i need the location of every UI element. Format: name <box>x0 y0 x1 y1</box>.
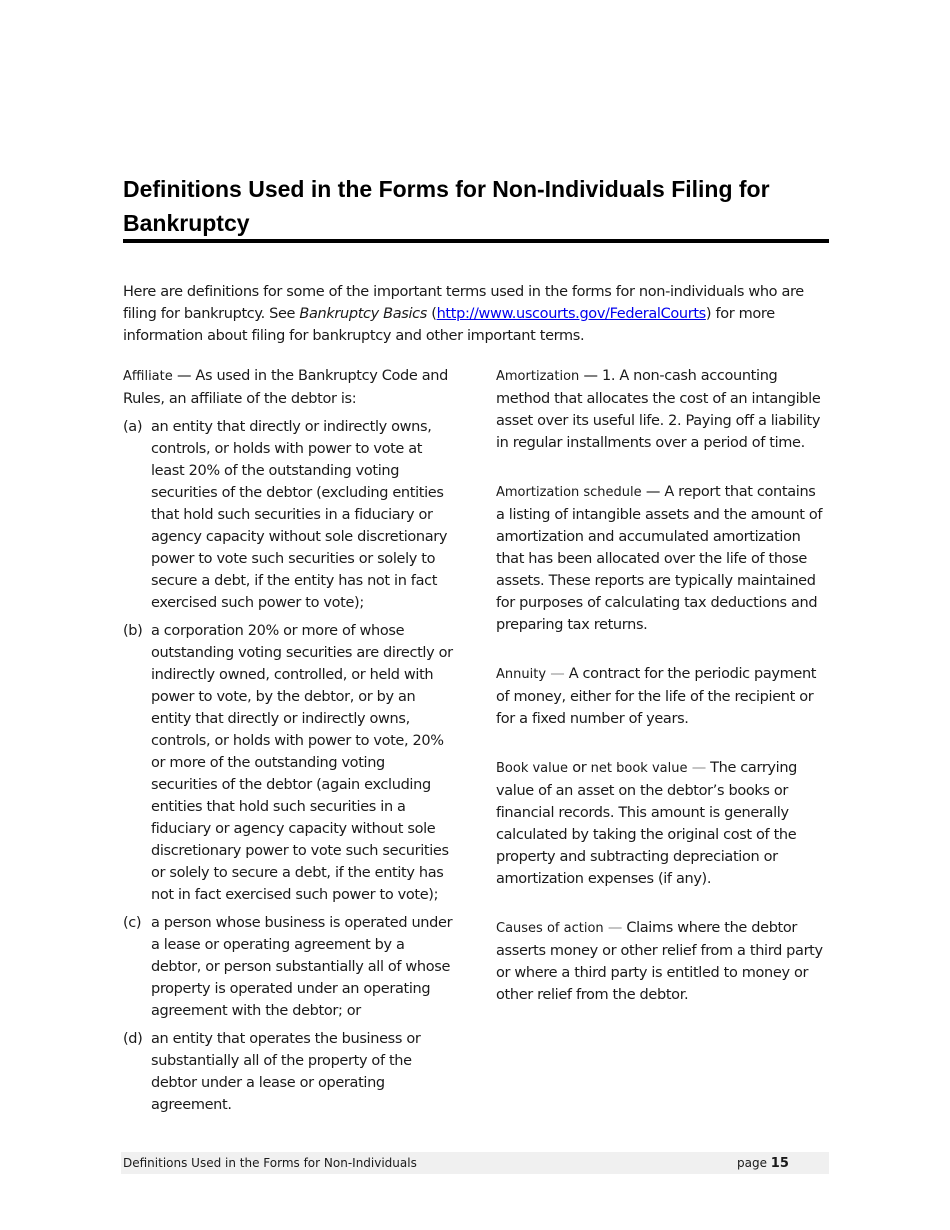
affiliate-definition <box>123 365 453 410</box>
definition-dash: — <box>687 760 711 776</box>
title-rule <box>123 239 829 243</box>
page-title: Definitions Used in the Forms for Non-Individuals Filing for Bankruptcy <box>123 176 770 236</box>
left-column <box>123 365 453 1122</box>
list-item-text: a corporation 20% or more of whose outstanding voting securities are directly or indirectly owned, controlled, or held with power to vote, by the debtor, or by an entity that directly or indirectly owns, controls, or holds with power to vote, 20% or more of the outstanding voting securities of the debtor (again excluding entities that hold such securities in a fiduciary or agency capacity without sole discretionary power to vote such securities or solely to secure a debt, if the entity has not in fact exercised such power to vote); <box>151 623 453 903</box>
list-item-text: an entity that operates the business or substantially all of the property of the debtor under a lease or operating agreement. <box>151 1031 421 1113</box>
intro-paragraph <box>123 281 823 347</box>
definition-amortization <box>496 365 826 454</box>
footer-title: Definitions Used in the Forms for Non-Individuals <box>123 1156 417 1170</box>
page-number: 15 <box>770 1156 789 1171</box>
page-label: page <box>737 1156 771 1170</box>
definition-causes-of-action <box>496 917 826 1006</box>
definition-dash: — <box>603 920 627 936</box>
list-item <box>123 912 453 1022</box>
affiliate-term: Affiliate <box>123 369 173 384</box>
definition-book-value <box>496 757 826 890</box>
list-item-text: a person whose business is operated under a lease or operating agreement by a debtor, or person substantially all of whose property is operated under an operating agreement with the debtor; or <box>151 915 453 1019</box>
intro-text-after: ) for more information about filing for bankruptcy and other important terms. <box>123 306 775 344</box>
list-item-label: (d) <box>123 1031 143 1047</box>
definition-text: A report that contains a listing of intangible assets and the amount of amortization and accumulated amortization that has been allocated over the life of those assets. These reports are typically maintained for purposes of calculating tax deductions and preparing tax returns. <box>496 484 823 633</box>
affiliate-list <box>123 416 453 1116</box>
definition-text: Claims where the debtor asserts money or other relief from a third party or where a third party is entitled to money or other relief from the debtor. <box>496 920 823 1003</box>
definition-term: Amortization schedule <box>496 485 642 500</box>
definition-dash: — <box>641 484 665 500</box>
definition-term-alt: net book value <box>590 761 688 776</box>
list-item-label: (b) <box>123 623 143 639</box>
right-column <box>496 365 826 1033</box>
list-item <box>123 620 453 906</box>
page-footer <box>121 1152 829 1174</box>
definition-term: Causes of action <box>496 921 604 936</box>
definition-text: The carrying value of an asset on the debtor’s books or financial records. This amount is generally calculated by taking the original cost of the property and subtracting depreciation or amortization expenses (if any). <box>496 760 798 887</box>
definition-term: Book value <box>496 761 568 776</box>
definition-amortization-schedule <box>496 481 826 636</box>
definition-dash: — <box>579 368 602 384</box>
intro-paren-open: ( <box>427 306 437 322</box>
affiliate-dash: — <box>172 368 196 384</box>
list-item-text: an entity that directly or indirectly owns, controls, or holds with power to vote at least 20% of the outstanding voting securities of the debtor (excluding entities that hold such securities in a fiduciary or agency capacity without sole discretionary power to vote such securities or solely to secure a debt, if the entity has not in fact exercised such power to vote); <box>151 419 448 611</box>
page-indicator <box>737 1156 789 1171</box>
list-item-label: (a) <box>123 419 143 435</box>
definition-text: A contract for the periodic payment of money, either for the life of the recipient or for a fixed number of years. <box>496 666 817 727</box>
list-item <box>123 416 453 614</box>
list-item <box>123 1028 453 1116</box>
definition-or: or <box>568 760 591 776</box>
list-item-label: (c) <box>123 915 142 931</box>
definition-dash: — <box>546 666 569 682</box>
uscourts-link[interactable]: http://www.uscourts.gov/FederalCourts <box>436 306 706 322</box>
intro-book-title: Bankruptcy Basics <box>299 306 427 322</box>
definition-text: 1. A non-cash accounting method that allocates the cost of an intangible asset over its useful life. 2. Paying off a liability in regular installments over a period of time. <box>496 368 821 451</box>
intro-text-before: Here are definitions for some of the important terms used in the forms for non-individuals who are filing for bankruptcy. See <box>123 284 804 322</box>
definition-annuity <box>496 663 826 730</box>
definition-term: Amortization <box>496 369 580 384</box>
affiliate-lead: As used in the Bankruptcy Code and Rules, an affiliate of the debtor is: <box>123 368 448 407</box>
definition-term: Annuity <box>496 667 547 682</box>
